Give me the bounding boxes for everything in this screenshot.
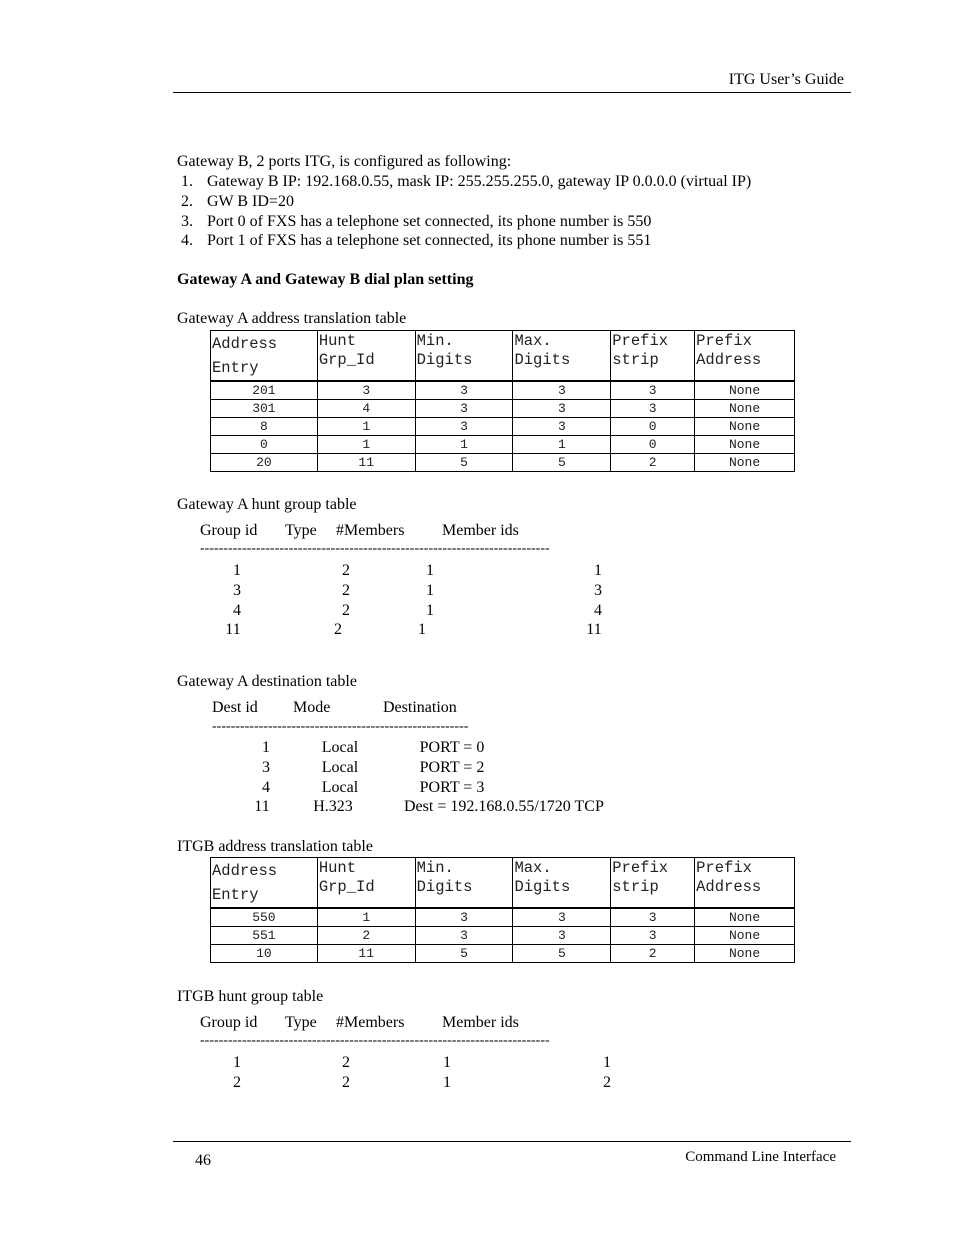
table-cell: 2 bbox=[611, 454, 695, 472]
header-cell: Hunt Grp_Id bbox=[317, 331, 415, 382]
gw-a-address-caption: Gateway A address translation table bbox=[177, 310, 407, 327]
table-cell: 1 bbox=[233, 1054, 241, 1071]
list-item-text: Port 0 of FXS has a telephone set connected, its phone number is 550 bbox=[207, 213, 652, 230]
gw-a-hunt-caption: Gateway A hunt group table bbox=[177, 496, 357, 513]
table-row bbox=[211, 418, 795, 436]
column-header: Group id bbox=[200, 1014, 258, 1031]
footer-section: Command Line Interface bbox=[685, 1149, 836, 1165]
list-item bbox=[181, 193, 294, 211]
column-header: Dest id bbox=[212, 699, 258, 716]
table-cell: 1 bbox=[233, 562, 241, 579]
table-cell: 3 bbox=[415, 908, 513, 927]
table-cell: 2 bbox=[342, 562, 350, 579]
table-cell: 4 bbox=[262, 779, 270, 796]
table-cell: 551 bbox=[211, 927, 318, 945]
table-cell: None bbox=[695, 908, 795, 927]
section-heading: Gateway A and Gateway B dial plan setting bbox=[177, 271, 474, 288]
table-cell: 11 bbox=[225, 621, 241, 638]
table-cell: PORT = 2 bbox=[419, 759, 485, 776]
table-cell: 201 bbox=[211, 381, 318, 400]
table-cell: 2 bbox=[317, 927, 415, 945]
table-cell: 550 bbox=[211, 908, 318, 927]
header-cell: Prefix Address bbox=[695, 858, 795, 909]
table-cell: 4 bbox=[317, 400, 415, 418]
list-item bbox=[181, 232, 652, 250]
table-cell: Local bbox=[321, 739, 359, 756]
table-cell: 5 bbox=[415, 945, 513, 963]
table-cell: 2 bbox=[342, 602, 350, 619]
column-header: Type bbox=[285, 1014, 317, 1031]
table-cell: 1 bbox=[443, 1054, 451, 1071]
table-cell: 2 bbox=[233, 1074, 241, 1091]
column-header: Mode bbox=[293, 699, 331, 716]
table-cell: PORT = 0 bbox=[419, 739, 485, 756]
table-cell: 3 bbox=[233, 582, 241, 599]
table-cell: Dest = 192.168.0.55/1720 TCP bbox=[404, 798, 604, 815]
table-cell: 3 bbox=[513, 381, 611, 400]
header-cell: Prefix strip bbox=[611, 331, 695, 382]
table-cell: None bbox=[695, 436, 795, 454]
list-item-number: 3. bbox=[181, 213, 193, 230]
running-header: ITG User’s Guide bbox=[728, 71, 844, 88]
header-cell: Hunt Grp_Id bbox=[317, 858, 415, 909]
table-cell: 8 bbox=[211, 418, 318, 436]
table-cell: 3 bbox=[513, 927, 611, 945]
table-cell: None bbox=[695, 418, 795, 436]
header-cell: Min. Digits bbox=[415, 858, 513, 909]
table-cell: None bbox=[695, 381, 795, 400]
separator-line: ------------------------------------------------------- bbox=[212, 719, 469, 734]
table-cell: 11 bbox=[317, 945, 415, 963]
column-header: Destination bbox=[383, 699, 457, 716]
table-cell: 4 bbox=[233, 602, 241, 619]
header-cell: Max. Digits bbox=[513, 858, 611, 909]
table-cell: 11 bbox=[586, 621, 602, 638]
table-cell: 3 bbox=[415, 927, 513, 945]
separator-line: --------------------------------------------------------------------------- bbox=[200, 541, 550, 556]
table-cell: 3 bbox=[611, 908, 695, 927]
list-item-text: Gateway B IP: 192.168.0.55, mask IP: 255.255.255.0, gateway IP 0.0.0.0 (virtual IP) bbox=[207, 173, 752, 190]
table-cell: 3 bbox=[415, 418, 513, 436]
list-item-number: 2. bbox=[181, 193, 193, 210]
header-rule bbox=[173, 92, 851, 93]
table-cell: 2 bbox=[334, 621, 342, 638]
table-cell: 3 bbox=[594, 582, 602, 599]
table-cell: 3 bbox=[513, 400, 611, 418]
table-cell: 5 bbox=[415, 454, 513, 472]
table-cell: 1 bbox=[415, 436, 513, 454]
gw-a-dest-caption: Gateway A destination table bbox=[177, 673, 357, 690]
itgb-address-caption: ITGB address translation table bbox=[177, 838, 373, 855]
table-cell: 1 bbox=[603, 1054, 611, 1071]
header-cell: Address Entry bbox=[211, 858, 318, 909]
table-cell: 1 bbox=[317, 418, 415, 436]
table-cell: 11 bbox=[254, 798, 270, 815]
table-cell: 20 bbox=[211, 454, 318, 472]
header-cell: Prefix Address bbox=[695, 331, 795, 382]
table-cell: 5 bbox=[513, 454, 611, 472]
table-row bbox=[211, 381, 795, 400]
table-cell: 2 bbox=[342, 1074, 350, 1091]
table-row bbox=[211, 454, 795, 472]
header-cell: Min. Digits bbox=[415, 331, 513, 382]
list-item-number: 4. bbox=[181, 232, 193, 249]
table-cell: None bbox=[695, 927, 795, 945]
table-cell: 2 bbox=[603, 1074, 611, 1091]
column-header: Type bbox=[285, 522, 317, 539]
column-header: #Members bbox=[336, 522, 405, 539]
table-cell: 3 bbox=[513, 418, 611, 436]
table-cell: 1 bbox=[262, 739, 270, 756]
table-cell: Local bbox=[321, 759, 359, 776]
gw-a-address-table bbox=[210, 330, 795, 472]
header-cell: Max. Digits bbox=[513, 331, 611, 382]
table-cell: 1 bbox=[513, 436, 611, 454]
table-row bbox=[211, 436, 795, 454]
table-cell: 3 bbox=[611, 381, 695, 400]
table-cell: 3 bbox=[415, 381, 513, 400]
table-cell: 3 bbox=[513, 908, 611, 927]
table-cell: None bbox=[695, 400, 795, 418]
table-cell: 0 bbox=[211, 436, 318, 454]
table-row bbox=[211, 908, 795, 927]
table-cell: 2 bbox=[611, 945, 695, 963]
table-row bbox=[211, 927, 795, 945]
table-row bbox=[211, 400, 795, 418]
list-item-text: GW B ID=20 bbox=[207, 193, 294, 210]
table-cell: Local bbox=[321, 779, 359, 796]
column-header: Member ids bbox=[442, 522, 519, 539]
column-header: Group id bbox=[200, 522, 258, 539]
footer-rule bbox=[173, 1141, 851, 1142]
list-item bbox=[181, 173, 752, 191]
table-cell: 3 bbox=[415, 400, 513, 418]
table-cell: 3 bbox=[611, 400, 695, 418]
itgb-address-table bbox=[210, 857, 795, 963]
table-cell: None bbox=[695, 454, 795, 472]
table-cell: 301 bbox=[211, 400, 318, 418]
table-cell: 0 bbox=[611, 436, 695, 454]
column-header: #Members bbox=[336, 1014, 405, 1031]
list-item-number: 1. bbox=[181, 173, 193, 190]
intro-lead: Gateway B, 2 ports ITG, is configured as following: bbox=[177, 153, 512, 170]
header-cell: Prefix strip bbox=[611, 858, 695, 909]
list-item-text: Port 1 of FXS has a telephone set connected, its phone number is 551 bbox=[207, 232, 652, 249]
table-cell: 1 bbox=[594, 562, 602, 579]
table-cell: H.323 bbox=[313, 798, 353, 815]
table-cell: 1 bbox=[317, 436, 415, 454]
list-item bbox=[181, 213, 652, 231]
table-cell: 0 bbox=[611, 418, 695, 436]
table-cell: 3 bbox=[262, 759, 270, 776]
table-cell: 1 bbox=[426, 602, 434, 619]
table-cell: 10 bbox=[211, 945, 318, 963]
table-row bbox=[211, 945, 795, 963]
table-cell: 1 bbox=[418, 621, 426, 638]
header-cell: Address Entry bbox=[211, 331, 318, 382]
table-cell: 5 bbox=[513, 945, 611, 963]
page-number: 46 bbox=[195, 1152, 211, 1169]
table-cell: PORT = 3 bbox=[419, 779, 485, 796]
table-cell: 1 bbox=[317, 908, 415, 927]
table-cell: 1 bbox=[426, 582, 434, 599]
table-cell: 3 bbox=[611, 927, 695, 945]
table-cell: 11 bbox=[317, 454, 415, 472]
table-cell: 4 bbox=[594, 602, 602, 619]
separator-line: --------------------------------------------------------------------------- bbox=[200, 1033, 550, 1048]
table-cell: 3 bbox=[317, 381, 415, 400]
itgb-hunt-caption: ITGB hunt group table bbox=[177, 988, 324, 1005]
table-cell: 1 bbox=[426, 562, 434, 579]
table-cell: 2 bbox=[342, 1054, 350, 1071]
table-cell: None bbox=[695, 945, 795, 963]
table-cell: 2 bbox=[342, 582, 350, 599]
column-header: Member ids bbox=[442, 1014, 519, 1031]
table-cell: 1 bbox=[443, 1074, 451, 1091]
